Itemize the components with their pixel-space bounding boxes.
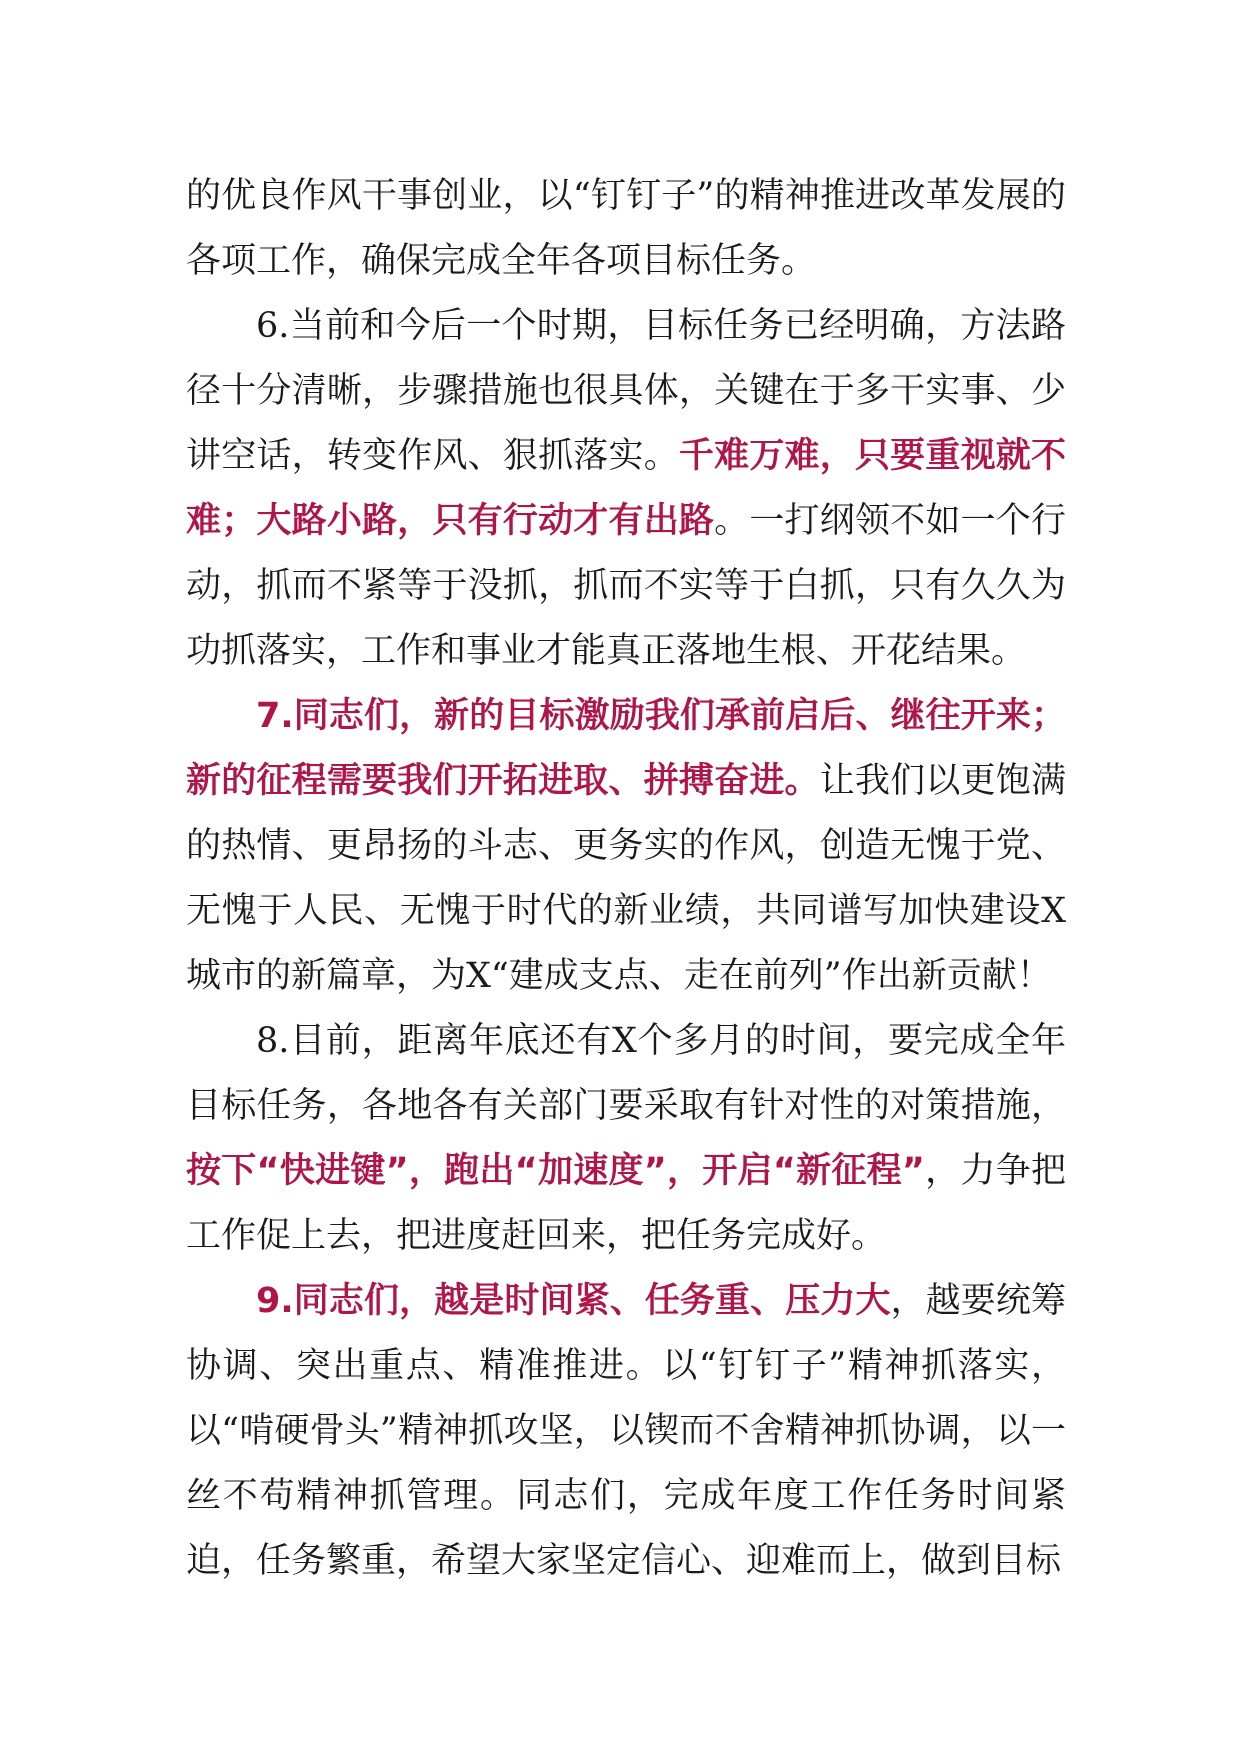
text-run: ，力争把工作促上去，把进度赶回来，把任务完成好。 [186,1151,1066,1256]
paragraph-9 [186,1269,1066,1594]
document-body [186,164,1066,1594]
paragraph-8 [186,1009,1066,1269]
emphasis-run: 按下“快进键”，跑出“加速度”，开启“新征程” [186,1151,925,1191]
paragraph-6 [186,294,1066,684]
text-run: 。一打纲领不如一个行动，抓而不紧等于没抓，抓而不实等于白抓，只有久久为功抓落实，工作和事业才能真正落地生根、开花结果。 [186,501,1066,671]
text-run: 的优良作风干事创业，以“钉钉子”的精神推进改革发展的各项工作，确保完成全年各项目标任务。 [186,176,1066,281]
paragraph-7 [186,684,1066,1009]
text-run: ，越要统筹协调、突出重点、精准推进。以“钉钉子”精神抓落实，以“啃硬骨头”精神抓攻坚，以锲而不舍精神抓协调，以一丝不苟精神抓管理。同志们，完成年度工作任务时间紧迫，任务繁重，希望大家坚定信心、迎难而上，做到目标 [186,1281,1066,1581]
emphasis-run: 千难万难，只要重视就不难；大路小路，只有行动才有出路 [186,436,1066,541]
paragraph-continuation [186,164,1066,294]
text-run: 6.当前和今后一个时期，目标任务已经明确，方法路径十分清晰，步骤措施也很具体，关键在于多干实事、少讲空话，转变作风、狠抓落实。 [186,306,1066,476]
text-run: 让我们以更饱满的热情、更昂扬的斗志、更务实的作风，创造无愧于党、无愧于人民、无愧于时代的新业绩，共同谱写加快建设X城市的新篇章，为X“建成支点、走在前列”作出新贡献！ [186,761,1066,996]
emphasis-run: 9.同志们，越是时间紧、任务重、压力大 [256,1281,891,1321]
emphasis-run: 7.同志们，新的目标激励我们承前启后、继往开来；新的征程需要我们开拓进取、拼搏奋进。 [186,696,1066,801]
text-run: 8.目前，距离年底还有X个多月的时间，要完成全年目标任务，各地各有关部门要采取有针对性的对策措施， [186,1021,1066,1126]
